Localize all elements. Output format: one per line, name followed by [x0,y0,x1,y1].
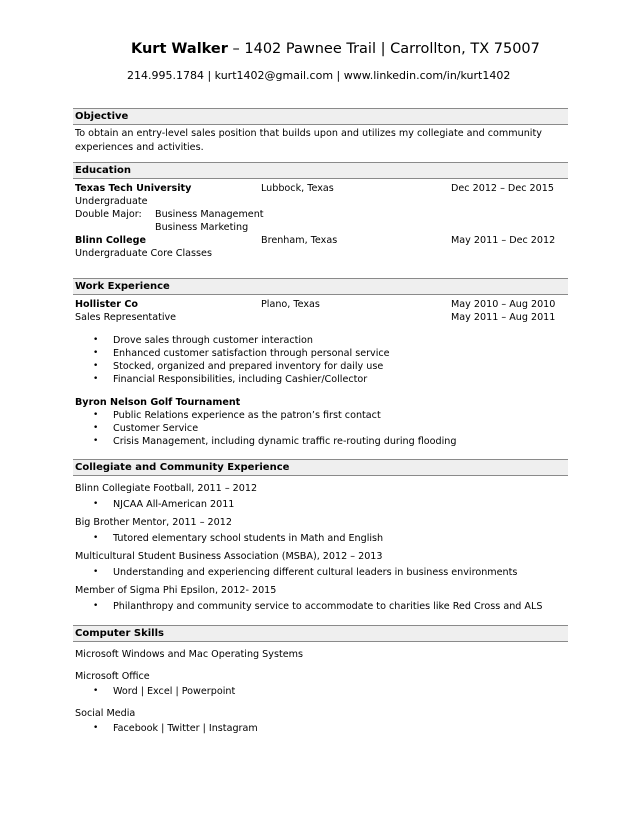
job-location: Plano, Texas [261,299,320,310]
objective-text [73,127,568,154]
job-dates: May 2011 – Aug 2011 [451,312,556,323]
list-item: • Financial Responsibilities, including Cashier/Collector [73,373,568,386]
address: – 1402 Pawnee Trail | Carrollton, TX 75007 [227,41,540,57]
skills-section [73,625,568,735]
list-item: • Stocked, organized and prepared inventory for daily use [73,360,568,373]
list-item: • Tutored elementary school students in Math and English [73,532,568,545]
major-row-2 [73,221,568,234]
school-row [73,234,568,247]
major-2: Business Marketing [155,222,249,233]
community-title: Collegiate and Community Experience [73,459,568,476]
school-dates: May 2011 – Dec 2012 [451,235,556,246]
school-location: Brenham, Texas [261,235,338,246]
job-role: Sales Representative [75,312,177,323]
company-name: Hollister Co [75,299,138,310]
activity-heading: Blinn Collegiate Football, 2011 – 2012 [75,483,258,494]
school-name: Texas Tech University [75,183,192,194]
work-title: Work Experience [73,278,568,295]
school-level: Undergraduate Core Classes [75,248,212,259]
school-row [73,182,568,195]
objective-line-1: To obtain an entry-level sales position that builds upon and utilizes my collegiate and community [75,128,542,139]
school-level: Undergraduate [75,196,148,207]
skills-social-heading: Social Media [75,708,136,719]
candidate-name: Kurt Walker [131,41,228,57]
job-row [73,298,568,311]
work-section [73,278,568,448]
list-item: • Understanding and experiencing different cultural leaders in business environments [73,566,568,579]
objective-title: Objective [73,108,568,125]
community-section [73,459,568,613]
objective-section [73,108,568,154]
school-location: Lubbock, Texas [261,183,334,194]
list-item: • Public Relations experience as the patron’s first contact [73,409,568,422]
contact-line: 214.995.1784 | kurt1402@gmail.com | www.linkedin.com/in/kurt1402 [127,69,511,82]
education-section [73,162,568,260]
company-name: Byron Nelson Golf Tournament [75,397,241,408]
list-item: • Philanthropy and community service to accommodate to charities like Red Cross and ALS [73,600,568,613]
activity-heading: Big Brother Mentor, 2011 – 2012 [75,517,232,528]
school-dates: Dec 2012 – Dec 2015 [451,183,554,194]
header-name-line [131,41,540,57]
list-item: • Facebook | Twitter | Instagram [73,722,568,735]
major-label: Double Major: [75,209,142,220]
job-dates: May 2010 – Aug 2010 [451,299,556,310]
skills-os: Microsoft Windows and Mac Operating Systems [75,649,303,660]
list-item: • Drove sales through customer interaction [73,334,568,347]
list-item: • NJCAA All-American 2011 [73,498,568,511]
school-name: Blinn College [75,235,146,246]
education-title: Education [73,162,568,179]
list-item: • Enhanced customer satisfaction through personal service [73,347,568,360]
job-role-row [73,311,568,324]
list-item: • Customer Service [73,422,568,435]
list-item: • Word | Excel | Powerpoint [73,685,568,698]
major-row [73,208,568,221]
objective-line-2: experiences and activities. [75,141,204,153]
skills-title: Computer Skills [73,625,568,642]
skills-office-heading: Microsoft Office [75,671,150,682]
list-item: • Crisis Management, including dynamic traffic re-routing during flooding [73,435,568,448]
major-1: Business Management [155,209,264,220]
activity-heading: Multicultural Student Business Association (MSBA), 2012 – 2013 [75,551,383,562]
activity-heading: Member of Sigma Phi Epsilon, 2012- 2015 [75,585,277,596]
